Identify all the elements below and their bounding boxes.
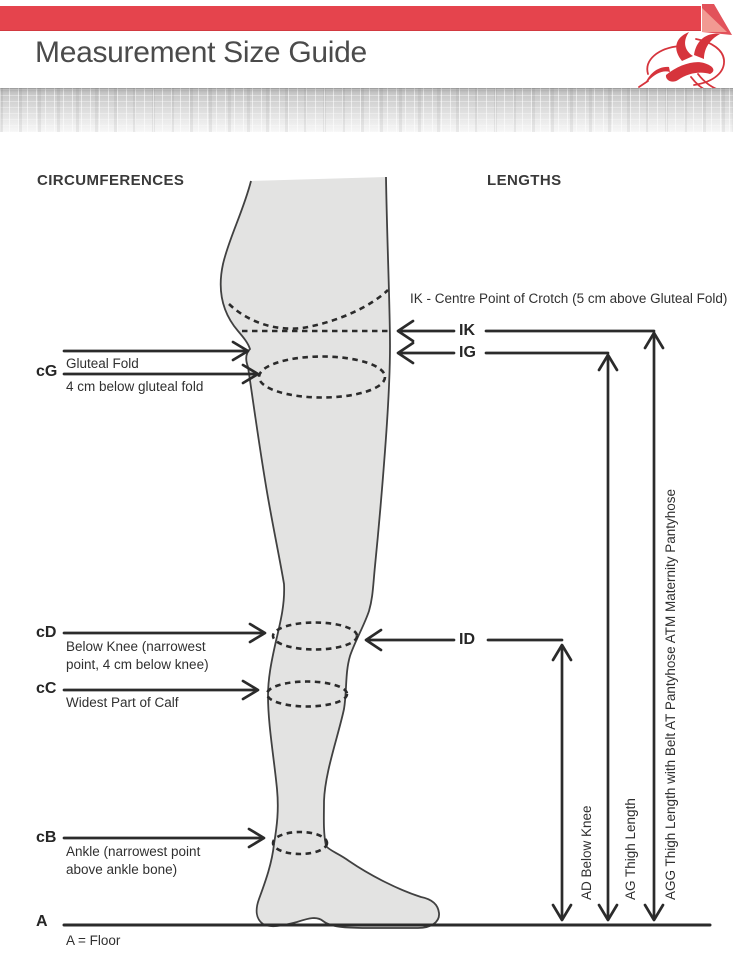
ID-code: ID <box>459 631 475 648</box>
IG-code: IG <box>459 344 476 361</box>
cB-code: cB <box>36 829 57 846</box>
page-title: Measurement Size Guide <box>35 36 367 69</box>
AG-thigh-length-label: AG Thigh Length <box>623 798 638 900</box>
AD-below-knee-label: AD Below Knee <box>579 805 594 900</box>
AG-vertical-arrow <box>599 355 617 920</box>
cD-label <box>66 638 209 673</box>
AD-vertical-arrow <box>553 645 571 920</box>
AGG-vertical-arrow <box>645 333 663 920</box>
IK-note-line2: (5 cm above Gluteal Fold) <box>572 291 728 306</box>
leg-silhouette <box>221 177 439 928</box>
cD-label-line2: point, 4 cm below knee) <box>66 656 209 672</box>
A-code: A <box>36 913 48 930</box>
AT-pantyhose-label: AT Pantyhose <box>663 646 678 730</box>
IG-line <box>398 343 608 363</box>
AGG-thigh-length-with-belt-label: AGG Thigh Length with Belt <box>663 732 678 900</box>
cD-label-line1: Below Knee (narrowest <box>66 639 206 654</box>
AGG-labels <box>663 489 680 900</box>
ATM-maternity-pantyhose-label: ATM Maternity Pantyhose <box>663 488 678 644</box>
cC-code: cC <box>36 680 57 697</box>
IK-note <box>410 291 727 308</box>
cB-label <box>66 843 200 878</box>
cB-label-line1: Ankle (narrowest point <box>66 844 201 859</box>
circumferences-heading: CIRCUMFERENCES <box>37 172 185 189</box>
below-gluteal-fold-label: 4 cm below gluteal fold <box>66 379 204 394</box>
IK-note-line1: IK - Centre Point of Crotch <box>410 291 569 306</box>
cC-label: Widest Part of Calf <box>66 695 179 710</box>
cD-code: cD <box>36 624 57 641</box>
lengths-heading: LENGTHS <box>487 172 562 189</box>
floor-label: A = Floor <box>66 933 121 948</box>
gluteal-fold-label: Gluteal Fold <box>66 356 139 371</box>
cG-code: cG <box>36 363 58 380</box>
IK-line <box>398 321 654 341</box>
IK-code: IK <box>459 322 475 339</box>
cB-label-line2: above ankle bone) <box>66 861 178 877</box>
